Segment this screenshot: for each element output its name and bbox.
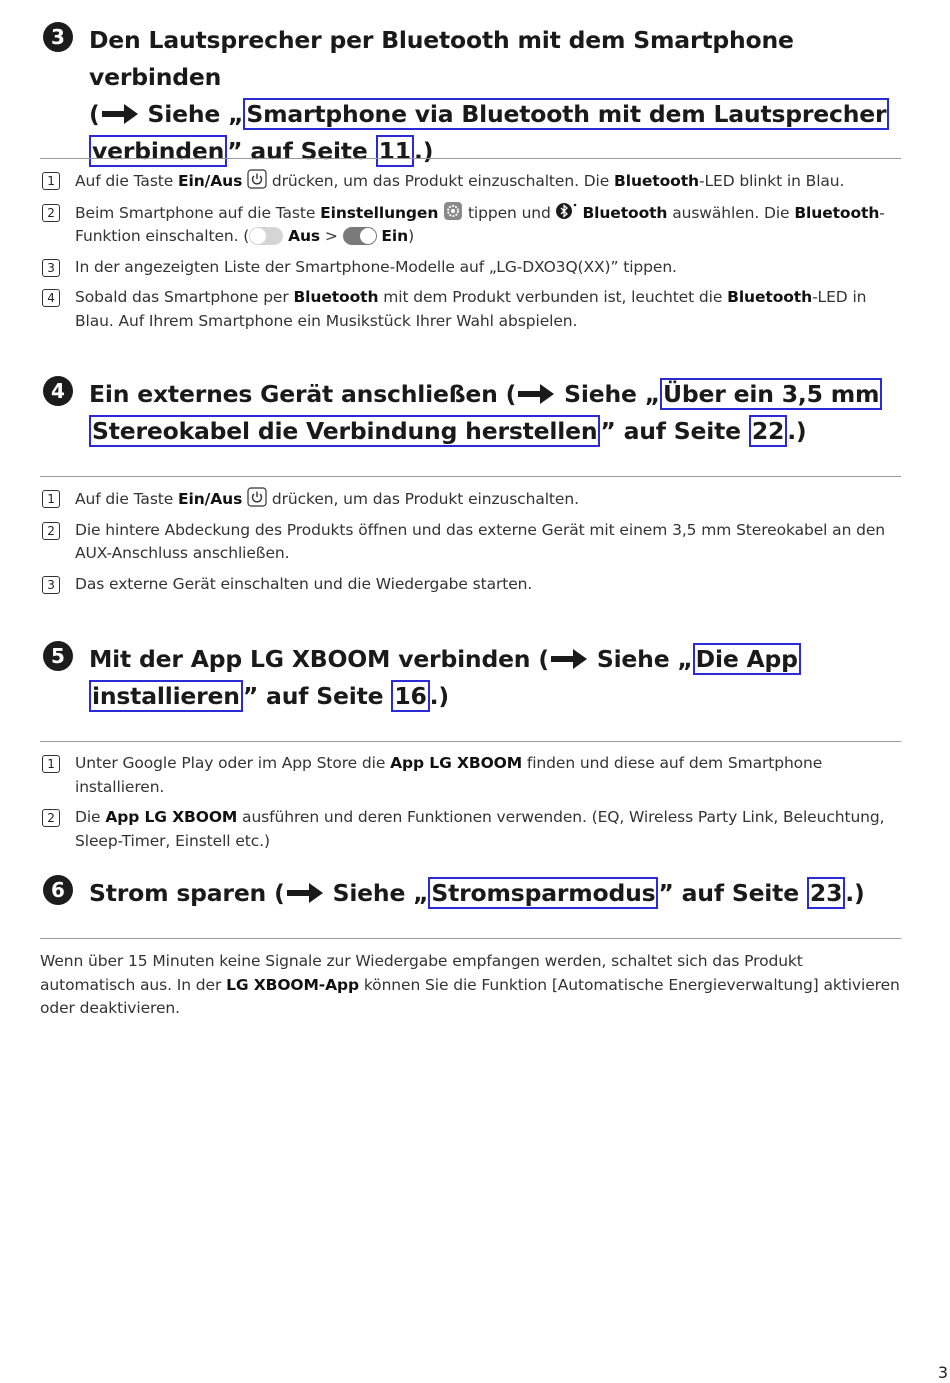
divider	[40, 741, 901, 742]
divider	[40, 158, 901, 159]
steps-list-4	[40, 487, 901, 603]
section-number-4: 4	[43, 376, 73, 406]
power-icon	[247, 169, 267, 189]
section-6-title: Strom sparen ( Siehe „ Stromsparmodus ” auf Seite 23 .)	[89, 879, 865, 907]
section-number-6: 6	[43, 875, 73, 905]
link-page-11[interactable]: 11	[376, 135, 414, 167]
link-installieren[interactable]: installieren	[89, 680, 243, 712]
step-item: 1 Auf die Taste Ein/Aus drücken, um das Produkt einzuschalten. Die Bluetooth-LED blinkt in Blau.	[40, 169, 901, 194]
page-number: 3	[937, 1363, 948, 1382]
step-item: 2 Die App LG XBOOM ausführen und deren Funktionen verwenden. (EQ, Wireless Party Link, Beleuchtung, Sleep-Timer, Einstell etc.)	[40, 806, 901, 853]
link-page-23[interactable]: 23	[807, 877, 845, 909]
link-smartphone-bluetooth[interactable]: Smartphone via Bluetooth mit dem Lautsprecher	[243, 98, 889, 130]
link-page-16[interactable]: 16	[391, 680, 429, 712]
step-number: 2	[42, 204, 60, 222]
link-die-app[interactable]: Die App	[693, 643, 801, 675]
divider	[40, 938, 901, 939]
divider	[40, 476, 901, 477]
step-item: 3 Das externe Gerät einschalten und die Wiedergabe starten.	[40, 573, 901, 597]
step-number: 1	[42, 490, 60, 508]
section-3	[40, 22, 901, 330]
section-3-title: Den Lautsprecher per Bluetooth mit dem Smartphone verbinden ( Siehe „ Smartphone via Bluetooth mit dem Lautsprecher verbinden ” auf Seite 11 .)	[89, 22, 901, 170]
step-item: 1 Auf die Taste Ein/Aus drücken, um das Produkt einzuschalten.	[40, 487, 901, 512]
section-5-heading	[40, 641, 901, 715]
section-6	[40, 875, 901, 1017]
step-number: 2	[42, 522, 60, 540]
step-item: 4 Sobald das Smartphone per Bluetooth mit dem Produkt verbunden ist, leuchtet die Bluetooth-LED in Blau. Auf Ihrem Smartphone ein Musikstück Ihrer Wahl abspielen.	[40, 286, 901, 333]
link-page-22[interactable]: 22	[749, 415, 787, 447]
step-number: 2	[42, 809, 60, 827]
right-arrow-icon	[285, 882, 325, 904]
section-4-title: Ein externes Gerät anschließen ( Siehe „ Über ein 3,5 mm Stereokabel die Verbindung herstellen ” auf Seite 22 .)	[89, 376, 901, 450]
link-3-5mm[interactable]: Über ein 3,5 mm	[660, 378, 882, 410]
step-number: 3	[42, 576, 60, 594]
right-arrow-icon	[100, 103, 140, 125]
right-arrow-icon	[516, 383, 556, 405]
bluetooth-icon	[556, 201, 578, 221]
toggle-off-icon	[249, 227, 283, 245]
section-5	[40, 641, 901, 850]
section-5-title: Mit der App LG XBOOM verbinden ( Siehe „ Die App installieren ” auf Seite 16 .)	[89, 641, 901, 715]
toggle-on-icon	[343, 227, 377, 245]
link-verbinden[interactable]: verbinden	[89, 135, 227, 167]
settings-gear-icon	[443, 201, 463, 221]
step-number: 4	[42, 289, 60, 307]
section-4	[40, 376, 901, 593]
step-item: 1 Unter Google Play oder im App Store die App LG XBOOM finden und diese auf dem Smartphone installieren.	[40, 752, 901, 799]
step-number: 1	[42, 755, 60, 773]
section-6-heading	[40, 875, 901, 912]
step-item: 3 In der angezeigten Liste der Smartphone-Modelle auf „LG-DXO3Q(XX)” tippen.	[40, 256, 901, 280]
power-saving-paragraph: Wenn über 15 Minuten keine Signale zur Wiedergabe empfangen werden, schaltet sich das Produkt automatisch aus. In der LG XBOOM-App können Sie die Funktion [Automatische Energieverwaltung] aktivieren oder deaktivieren.	[40, 952, 900, 1017]
section-3-heading	[40, 22, 901, 170]
section-number-5: 5	[43, 641, 73, 671]
right-arrow-icon	[549, 648, 589, 670]
step-number: 1	[42, 172, 60, 190]
step-item: 2 Beim Smartphone auf die Taste Einstellungen tippen und Bluetooth auswählen. Die Bluetooth-Funktion einschalten. ( Aus > Ein)	[40, 201, 901, 249]
section-number-3: 3	[43, 22, 73, 52]
steps-list-3	[40, 169, 901, 340]
step-number: 3	[42, 259, 60, 277]
section-4-heading	[40, 376, 901, 450]
link-stereokabel[interactable]: Stereokabel die Verbindung herstellen	[89, 415, 600, 447]
step-item: 2 Die hintere Abdeckung des Produkts öffnen und das externe Gerät mit einem 3,5 mm Stereokabel an den AUX-Anschluss anschließen.	[40, 519, 901, 566]
link-stromsparmodus[interactable]: Stromsparmodus	[428, 877, 658, 909]
steps-list-5	[40, 752, 901, 860]
power-icon	[247, 487, 267, 507]
